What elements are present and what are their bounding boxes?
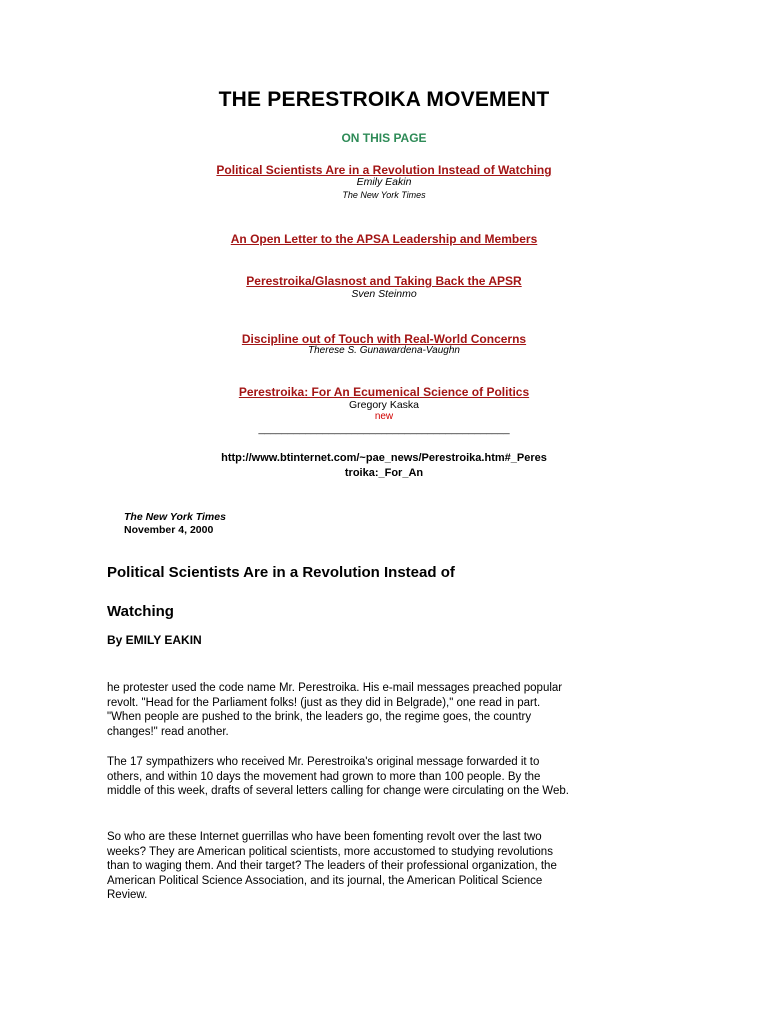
toc-link-perestroika-glasnost[interactable]: Perestroika/Glasnost and Taking Back the APSR [246, 274, 522, 288]
divider-line: ___________________________________________ [258, 423, 510, 435]
toc-author: Therese S. Gunawardena-Vaughn [308, 345, 460, 356]
page-title: THE PERESTROIKA MOVEMENT [218, 88, 550, 111]
on-this-page-heading: ON THIS PAGE [341, 131, 427, 145]
headline-line-1: Political Scientists Are in a Revolution Instead of [107, 564, 455, 581]
publication-name: The New York Times [124, 511, 226, 523]
publication-date: November 4, 2000 [124, 524, 214, 536]
source-url[interactable] [0, 451, 768, 481]
article-paragraph: he protester used the code name Mr. Perestroika. His e-mail messages preached popular revolt. "Head for the Parliament folks! (just as they did in Belgrade)," one read in part. "When people are pushed to the brink, the leaders go, the regime goes, the country changes!" read another. [107, 682, 563, 738]
toc-author: Gregory Kaska [348, 399, 420, 411]
source-url-line-2: troika:_For_An [344, 467, 424, 479]
source-url-line-1: http://www.btinternet.com/~pae_news/Perestroika.htm#_Peres [221, 452, 547, 464]
headline-line-2: Watching [107, 603, 174, 620]
article-paragraph: So who are these Internet guerrillas who have been fomenting revolt over the last two weeks? They are American political scientists, more accustomed to studying revolutions than to waging them. And their target? The leaders of their professional organization, the American Political Science Association, and its journal, the American Political Science Review. [107, 831, 557, 901]
toc-link-open-letter[interactable]: An Open Letter to the APSA Leadership and Members [230, 232, 538, 246]
toc-link-discipline[interactable]: Discipline out of Touch with Real-World Concerns [241, 332, 527, 346]
toc-author: Emily Eakin [356, 176, 412, 188]
toc-source: The New York Times [342, 190, 426, 200]
article-headline [107, 553, 527, 631]
toc-author: Sven Steinmo [351, 288, 417, 300]
article-paragraph: The 17 sympathizers who received Mr. Perestroika's original message forwarded it to others, and within 10 days the movement had grown to more than 100 people. By the middle of this week, drafts of several letters calling for change were circulating on the Web. [107, 756, 569, 797]
toc-link-political-scientists[interactable]: Political Scientists Are in a Revolution Instead of Watching [216, 163, 552, 177]
publication-info [124, 511, 594, 537]
toc-link-ecumenical-science[interactable]: Perestroika: For An Ecumenical Science of Politics [238, 385, 530, 399]
new-badge: new [374, 411, 394, 422]
article-byline: By EMILY EAKIN [107, 633, 202, 647]
toc-entry [0, 230, 768, 248]
